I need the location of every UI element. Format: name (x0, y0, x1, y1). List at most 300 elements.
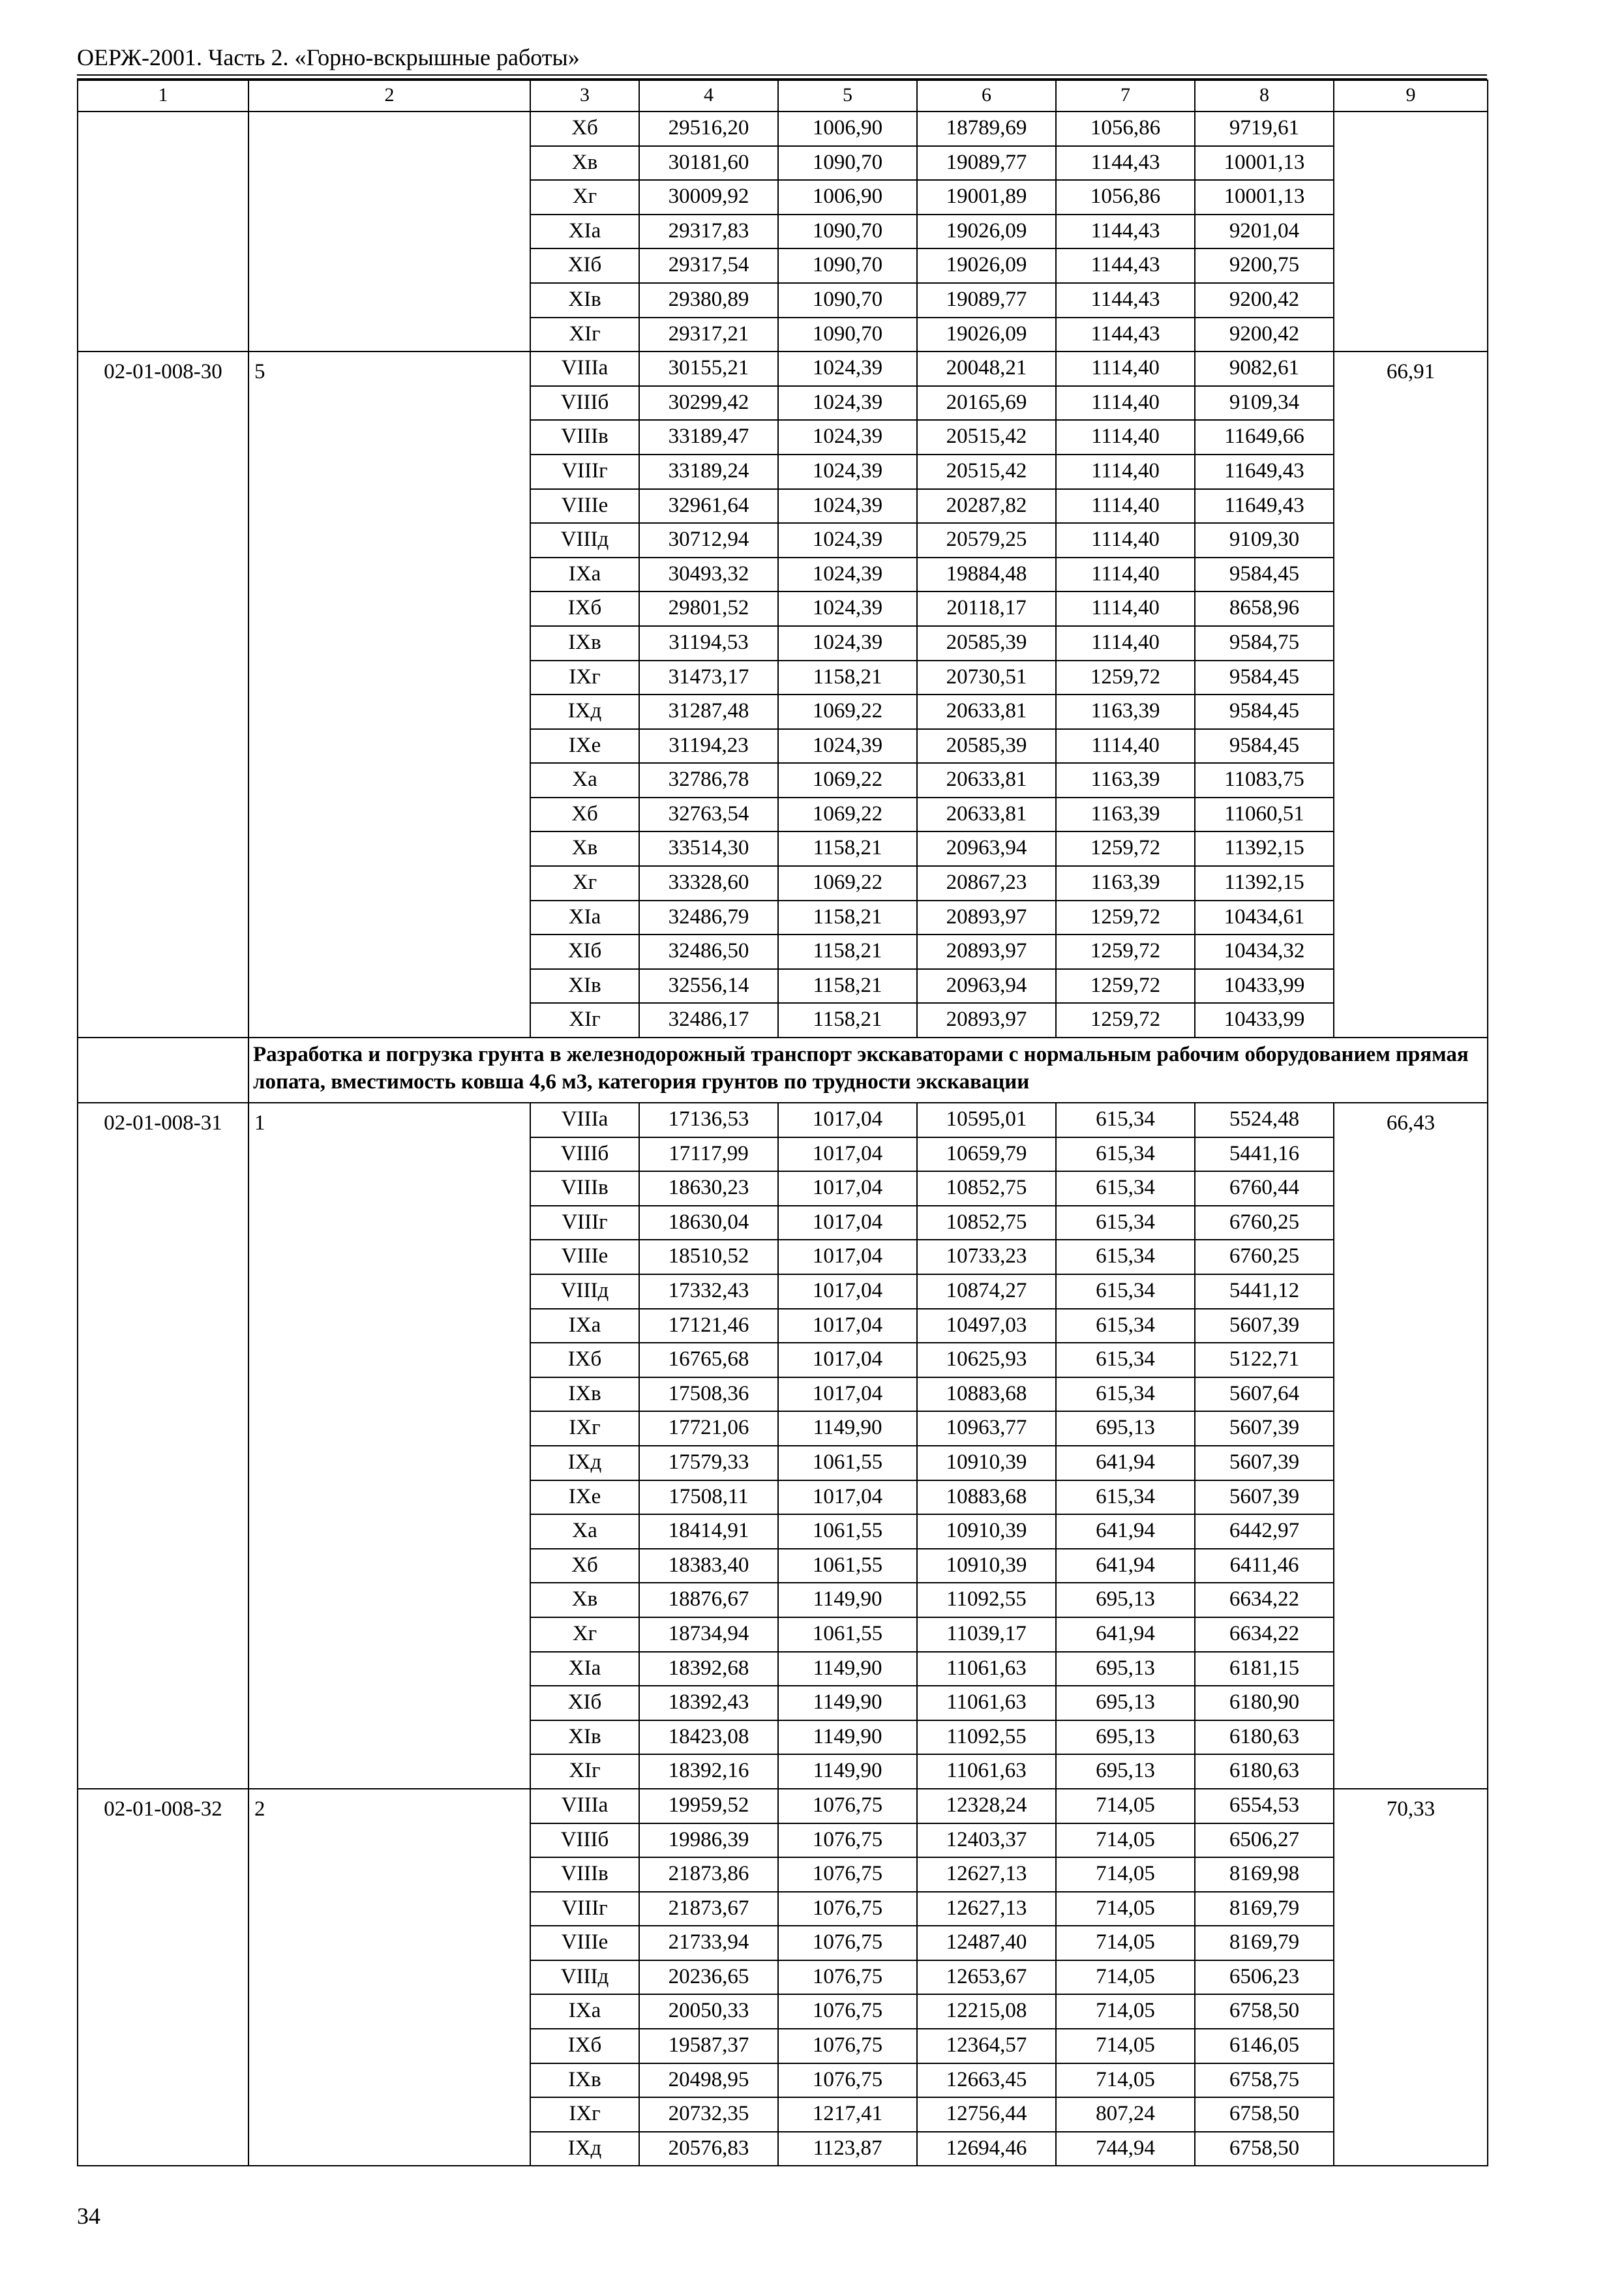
col-6-value: 12627,13 (917, 1892, 1056, 1926)
col-4-value: 21733,94 (639, 1926, 778, 1960)
col-9-value: 70,33 (1334, 1789, 1488, 2166)
col-8-value: 5524,48 (1195, 1103, 1334, 1137)
soil-category: IXв (530, 626, 639, 661)
col-4-value: 18630,04 (639, 1206, 778, 1240)
col-7-value: 615,34 (1056, 1240, 1195, 1274)
col-6-value: 20963,94 (917, 831, 1056, 866)
col-8-value: 10001,13 (1195, 180, 1334, 215)
col-5-value: 1090,70 (778, 248, 917, 283)
page-number: 34 (77, 2203, 100, 2229)
col-5-value: 1158,21 (778, 661, 917, 695)
col-6-value: 20515,42 (917, 455, 1056, 489)
col-7-value: 1163,39 (1056, 798, 1195, 832)
col-4-value: 17721,06 (639, 1411, 778, 1446)
col-7-value: 615,34 (1056, 1343, 1195, 1377)
col-7-value: 1163,39 (1056, 695, 1195, 729)
col-4-value: 18392,68 (639, 1652, 778, 1686)
soil-category: IXг (530, 1411, 639, 1446)
col-4-value: 29380,89 (639, 283, 778, 318)
col-8-value: 11392,15 (1195, 831, 1334, 866)
col-5-value: 1061,55 (778, 1617, 917, 1652)
col-5-value: 1061,55 (778, 1446, 917, 1480)
soil-category: Хб (530, 1549, 639, 1583)
col-4-value: 17579,33 (639, 1446, 778, 1480)
col-8-value: 9584,45 (1195, 558, 1334, 592)
col-7-value: 1114,40 (1056, 420, 1195, 455)
col-8-value: 5607,39 (1195, 1411, 1334, 1446)
col-6-value: 20048,21 (917, 352, 1056, 386)
col-8-value: 5441,16 (1195, 1137, 1334, 1172)
col-9-value: 66,43 (1334, 1103, 1488, 1789)
col-7-value: 615,34 (1056, 1377, 1195, 1412)
col-5-value: 1069,22 (778, 695, 917, 729)
rate-number: 1 (248, 1103, 530, 1789)
col-6-value: 19026,09 (917, 215, 1056, 249)
col-6-value: 12487,40 (917, 1926, 1056, 1960)
soil-category: IXа (530, 1994, 639, 2029)
col-6-value: 19026,09 (917, 248, 1056, 283)
col-7-value: 615,34 (1056, 1171, 1195, 1206)
col-4-value: 32763,54 (639, 798, 778, 832)
col-5-value: 1149,90 (778, 1652, 917, 1686)
col-5-value: 1024,39 (778, 352, 917, 386)
header-rule (77, 74, 1487, 76)
soil-category: VIIIе (530, 489, 639, 524)
col-6-value: 20585,39 (917, 626, 1056, 661)
soil-category: Хб (530, 798, 639, 832)
col-7-value: 714,05 (1056, 2029, 1195, 2063)
soil-category: XIв (530, 283, 639, 318)
col-5-value: 1076,75 (778, 1823, 917, 1858)
soil-category: VIIIа (530, 352, 639, 386)
col-8-value: 6181,15 (1195, 1652, 1334, 1686)
col-4-value: 20576,83 (639, 2132, 778, 2166)
col-6-value: 10910,39 (917, 1549, 1056, 1583)
col-7-value: 615,34 (1056, 1137, 1195, 1172)
soil-category: VIIIв (530, 1857, 639, 1892)
soil-category: Ха (530, 763, 639, 798)
col-8-value: 9082,61 (1195, 352, 1334, 386)
col-6-value: 20633,81 (917, 695, 1056, 729)
col-8-value: 9109,34 (1195, 386, 1334, 421)
col-7-value: 641,94 (1056, 1549, 1195, 1583)
rate-code (78, 112, 248, 352)
soil-category: IXг (530, 661, 639, 695)
col-7-value: 1259,72 (1056, 935, 1195, 969)
col-8-value: 9584,75 (1195, 626, 1334, 661)
col-4-value: 30009,92 (639, 180, 778, 215)
col-8-value: 6180,63 (1195, 1720, 1334, 1755)
rates-table (77, 80, 1488, 2166)
col-8-value: 5122,71 (1195, 1343, 1334, 1377)
col-7-value: 641,94 (1056, 1446, 1195, 1480)
soil-category: XIа (530, 1652, 639, 1686)
soil-category: IXе (530, 1480, 639, 1515)
col-7-value: 695,13 (1056, 1411, 1195, 1446)
soil-category: VIIIг (530, 1892, 639, 1926)
col-4-value: 32486,79 (639, 901, 778, 935)
soil-category: XIа (530, 901, 639, 935)
col-4-value: 20498,95 (639, 2063, 778, 2098)
col-8-value: 6760,44 (1195, 1171, 1334, 1206)
col-5-value: 1024,39 (778, 523, 917, 558)
col-8-value: 10433,99 (1195, 1003, 1334, 1038)
col-4-value: 33189,47 (639, 420, 778, 455)
col-7-value: 695,13 (1056, 1583, 1195, 1617)
rate-code: 02-01-008-30 (78, 352, 248, 1038)
col-4-value: 30155,21 (639, 352, 778, 386)
column-header: 6 (917, 80, 1056, 112)
col-4-value: 31287,48 (639, 695, 778, 729)
col-5-value: 1024,39 (778, 591, 917, 626)
col-7-value: 1114,40 (1056, 455, 1195, 489)
col-5-value: 1123,87 (778, 2132, 917, 2166)
col-4-value: 31473,17 (639, 661, 778, 695)
col-5-value: 1149,90 (778, 1720, 917, 1755)
col-8-value: 5441,12 (1195, 1274, 1334, 1309)
col-8-value: 5607,64 (1195, 1377, 1334, 1412)
col-7-value: 695,13 (1056, 1686, 1195, 1720)
col-5-value: 1090,70 (778, 318, 917, 352)
col-7-value: 714,05 (1056, 1926, 1195, 1960)
col-8-value: 9200,75 (1195, 248, 1334, 283)
col-4-value: 18392,43 (639, 1686, 778, 1720)
col-7-value: 1163,39 (1056, 866, 1195, 901)
col-5-value: 1024,39 (778, 489, 917, 524)
soil-category: VIIIе (530, 1926, 639, 1960)
col-5-value: 1017,04 (778, 1240, 917, 1274)
col-6-value: 20730,51 (917, 661, 1056, 695)
col-6-value: 20893,97 (917, 901, 1056, 935)
col-7-value: 641,94 (1056, 1617, 1195, 1652)
table-row (78, 1103, 1488, 1137)
col-7-value: 695,13 (1056, 1754, 1195, 1789)
section-title: Разработка и погрузка грунта в железнодорожный транспорт экскаваторами с нормальным рабочим оборудованием прямая лопата, вместимость ковша 4,6 м3, категория грунтов по трудности экскавации (248, 1038, 1488, 1103)
col-5-value: 1090,70 (778, 146, 917, 181)
col-5-value: 1017,04 (778, 1171, 917, 1206)
col-5-value: 1076,75 (778, 1994, 917, 2029)
col-4-value: 19587,37 (639, 2029, 778, 2063)
col-4-value: 17117,99 (639, 1137, 778, 1172)
col-6-value: 20165,69 (917, 386, 1056, 421)
col-4-value: 31194,23 (639, 729, 778, 764)
soil-category: XIб (530, 1686, 639, 1720)
col-5-value: 1024,39 (778, 455, 917, 489)
col-8-value: 11392,15 (1195, 866, 1334, 901)
col-5-value: 1217,41 (778, 2097, 917, 2132)
col-4-value: 17508,36 (639, 1377, 778, 1412)
col-6-value: 10625,93 (917, 1343, 1056, 1377)
col-6-value: 12653,67 (917, 1960, 1056, 1995)
soil-category: Хг (530, 1617, 639, 1652)
soil-category: Хв (530, 146, 639, 181)
table-body (78, 80, 1488, 2166)
col-6-value: 11061,63 (917, 1754, 1056, 1789)
col-5-value: 1149,90 (778, 1754, 917, 1789)
col-6-value: 10733,23 (917, 1240, 1056, 1274)
soil-category: XIв (530, 1720, 639, 1755)
col-7-value: 807,24 (1056, 2097, 1195, 2132)
soil-category: XIб (530, 935, 639, 969)
col-7-value: 615,34 (1056, 1274, 1195, 1309)
col-8-value: 6411,46 (1195, 1549, 1334, 1583)
col-8-value: 11649,66 (1195, 420, 1334, 455)
soil-category: XIа (530, 215, 639, 249)
col-7-value: 615,34 (1056, 1480, 1195, 1515)
col-8-value: 9584,45 (1195, 661, 1334, 695)
col-7-value: 1114,40 (1056, 558, 1195, 592)
col-5-value: 1024,39 (778, 626, 917, 661)
col-4-value: 32486,17 (639, 1003, 778, 1038)
soil-category: IXв (530, 2063, 639, 2098)
col-5-value: 1024,39 (778, 729, 917, 764)
rate-code: 02-01-008-32 (78, 1789, 248, 2166)
col-4-value: 29801,52 (639, 591, 778, 626)
col-5-value: 1158,21 (778, 969, 917, 1004)
col-5-value: 1069,22 (778, 763, 917, 798)
col-4-value: 18734,94 (639, 1617, 778, 1652)
col-5-value: 1158,21 (778, 1003, 917, 1038)
col-7-value: 714,05 (1056, 1994, 1195, 2029)
soil-category: IXб (530, 2029, 639, 2063)
col-6-value: 10874,27 (917, 1274, 1056, 1309)
col-8-value: 5607,39 (1195, 1309, 1334, 1343)
col-8-value: 6758,50 (1195, 2097, 1334, 2132)
col-4-value: 32961,64 (639, 489, 778, 524)
col-8-value: 6146,05 (1195, 2029, 1334, 2063)
col-6-value: 20633,81 (917, 798, 1056, 832)
col-6-value: 19089,77 (917, 283, 1056, 318)
col-6-value: 11092,55 (917, 1720, 1056, 1755)
col-8-value: 9109,30 (1195, 523, 1334, 558)
soil-category: Хб (530, 112, 639, 146)
col-9-value: 66,91 (1334, 352, 1488, 1038)
col-4-value: 18630,23 (639, 1171, 778, 1206)
col-8-value: 10433,99 (1195, 969, 1334, 1004)
col-5-value: 1006,90 (778, 112, 917, 146)
col-6-value: 10883,68 (917, 1377, 1056, 1412)
col-8-value: 11649,43 (1195, 489, 1334, 524)
col-6-value: 10852,75 (917, 1171, 1056, 1206)
col-5-value: 1149,90 (778, 1686, 917, 1720)
col-8-value: 6760,25 (1195, 1240, 1334, 1274)
col-9-value (1334, 112, 1488, 352)
col-6-value: 19001,89 (917, 180, 1056, 215)
col-4-value: 20236,65 (639, 1960, 778, 1995)
col-8-value: 8169,79 (1195, 1926, 1334, 1960)
col-8-value: 6758,50 (1195, 2132, 1334, 2166)
col-8-value: 8658,96 (1195, 591, 1334, 626)
col-6-value: 20633,81 (917, 763, 1056, 798)
soil-category: VIIIд (530, 1960, 639, 1995)
col-5-value: 1076,75 (778, 1857, 917, 1892)
soil-category: VIIIб (530, 386, 639, 421)
col-5-value: 1017,04 (778, 1480, 917, 1515)
soil-category: Хв (530, 831, 639, 866)
soil-category: IXв (530, 1377, 639, 1412)
col-7-value: 1114,40 (1056, 489, 1195, 524)
soil-category: XIг (530, 318, 639, 352)
col-8-value: 6758,50 (1195, 1994, 1334, 2029)
soil-category: XIг (530, 1003, 639, 1038)
col-6-value: 19089,77 (917, 146, 1056, 181)
col-4-value: 18510,52 (639, 1240, 778, 1274)
col-8-value: 10434,32 (1195, 935, 1334, 969)
col-8-value: 5607,39 (1195, 1480, 1334, 1515)
col-6-value: 11039,17 (917, 1617, 1056, 1652)
soil-category: VIIIг (530, 455, 639, 489)
soil-category: IXб (530, 591, 639, 626)
col-8-value: 11649,43 (1195, 455, 1334, 489)
col-4-value: 18423,08 (639, 1720, 778, 1755)
col-8-value: 9201,04 (1195, 215, 1334, 249)
soil-category: VIIIа (530, 1103, 639, 1137)
col-5-value: 1076,75 (778, 1960, 917, 1995)
rate-number: 2 (248, 1789, 530, 2166)
col-7-value: 714,05 (1056, 1823, 1195, 1858)
soil-category: Хг (530, 180, 639, 215)
col-6-value: 11061,63 (917, 1686, 1056, 1720)
column-header: 3 (530, 80, 639, 112)
col-7-value: 714,05 (1056, 1892, 1195, 1926)
col-6-value: 12663,45 (917, 2063, 1056, 2098)
rate-number: 5 (248, 352, 530, 1038)
soil-category: VIIIб (530, 1137, 639, 1172)
col-5-value: 1017,04 (778, 1274, 917, 1309)
col-6-value: 20287,82 (917, 489, 1056, 524)
col-6-value: 19884,48 (917, 558, 1056, 592)
col-5-value: 1069,22 (778, 866, 917, 901)
col-8-value: 6442,97 (1195, 1514, 1334, 1549)
rate-code: 02-01-008-31 (78, 1103, 248, 1789)
col-7-value: 1144,43 (1056, 248, 1195, 283)
soil-category: IXд (530, 695, 639, 729)
col-8-value: 6758,75 (1195, 2063, 1334, 2098)
col-6-value: 10497,03 (917, 1309, 1056, 1343)
col-6-value: 11061,63 (917, 1652, 1056, 1686)
col-4-value: 29317,83 (639, 215, 778, 249)
document-title: ОЕРЖ-2001. Часть 2. «Горно-вскрышные работы» (77, 44, 580, 70)
col-6-value: 12328,24 (917, 1789, 1056, 1823)
col-6-value: 18789,69 (917, 112, 1056, 146)
col-4-value: 29317,21 (639, 318, 778, 352)
col-5-value: 1017,04 (778, 1137, 917, 1172)
col-6-value: 20893,97 (917, 935, 1056, 969)
col-6-value: 20585,39 (917, 729, 1056, 764)
col-8-value: 10001,13 (1195, 146, 1334, 181)
column-header-row (78, 80, 1488, 112)
col-6-value: 19026,09 (917, 318, 1056, 352)
col-4-value: 21873,86 (639, 1857, 778, 1892)
soil-category: VIIIе (530, 1240, 639, 1274)
col-4-value: 33189,24 (639, 455, 778, 489)
col-4-value: 29317,54 (639, 248, 778, 283)
soil-category: VIIIв (530, 420, 639, 455)
soil-category: XIг (530, 1754, 639, 1789)
col-5-value: 1149,90 (778, 1411, 917, 1446)
rate-number (248, 112, 530, 352)
col-7-value: 1163,39 (1056, 763, 1195, 798)
col-8-value: 6634,22 (1195, 1583, 1334, 1617)
col-5-value: 1076,75 (778, 1892, 917, 1926)
col-5-value: 1076,75 (778, 1789, 917, 1823)
col-5-value: 1024,39 (778, 558, 917, 592)
col-5-value: 1090,70 (778, 215, 917, 249)
col-6-value: 10883,68 (917, 1480, 1056, 1515)
page-header (77, 39, 1487, 78)
soil-category: VIIIг (530, 1206, 639, 1240)
col-7-value: 1259,72 (1056, 1003, 1195, 1038)
col-8-value: 9584,45 (1195, 695, 1334, 729)
col-5-value: 1006,90 (778, 180, 917, 215)
col-6-value: 10963,77 (917, 1411, 1056, 1446)
col-6-value: 20579,25 (917, 523, 1056, 558)
col-7-value: 1114,40 (1056, 523, 1195, 558)
col-8-value: 9200,42 (1195, 283, 1334, 318)
col-4-value: 30493,32 (639, 558, 778, 592)
col-4-value: 18876,67 (639, 1583, 778, 1617)
col-8-value: 8169,79 (1195, 1892, 1334, 1926)
col-6-value: 10659,79 (917, 1137, 1056, 1172)
soil-category: VIIIв (530, 1171, 639, 1206)
column-header: 9 (1334, 80, 1488, 112)
col-7-value: 714,05 (1056, 1960, 1195, 1995)
col-8-value: 9719,61 (1195, 112, 1334, 146)
col-4-value: 19959,52 (639, 1789, 778, 1823)
col-7-value: 1114,40 (1056, 352, 1195, 386)
col-7-value: 714,05 (1056, 1789, 1195, 1823)
soil-category: Ха (530, 1514, 639, 1549)
soil-category: VIIIа (530, 1789, 639, 1823)
col-7-value: 1114,40 (1056, 729, 1195, 764)
soil-category: VIIIб (530, 1823, 639, 1858)
col-8-value: 11083,75 (1195, 763, 1334, 798)
col-4-value: 17508,11 (639, 1480, 778, 1515)
col-5-value: 1017,04 (778, 1103, 917, 1137)
col-6-value: 10852,75 (917, 1206, 1056, 1240)
col-5-value: 1076,75 (778, 2029, 917, 2063)
col-6-value: 20963,94 (917, 969, 1056, 1004)
col-7-value: 1259,72 (1056, 661, 1195, 695)
col-4-value: 32786,78 (639, 763, 778, 798)
soil-category: IXд (530, 1446, 639, 1480)
col-8-value: 6634,22 (1195, 1617, 1334, 1652)
soil-category: XIв (530, 969, 639, 1004)
col-4-value: 21873,67 (639, 1892, 778, 1926)
col-7-value: 1144,43 (1056, 318, 1195, 352)
col-7-value: 1114,40 (1056, 386, 1195, 421)
col-5-value: 1017,04 (778, 1377, 917, 1412)
soil-category: VIIIд (530, 1274, 639, 1309)
col-5-value: 1158,21 (778, 901, 917, 935)
col-6-value: 12403,37 (917, 1823, 1056, 1858)
col-5-value: 1061,55 (778, 1514, 917, 1549)
col-7-value: 1056,86 (1056, 180, 1195, 215)
soil-category: IXа (530, 558, 639, 592)
soil-category: IXа (530, 1309, 639, 1343)
col-8-value: 6180,63 (1195, 1754, 1334, 1789)
col-7-value: 1259,72 (1056, 969, 1195, 1004)
col-7-value: 1259,72 (1056, 831, 1195, 866)
col-8-value: 11060,51 (1195, 798, 1334, 832)
col-6-value: 20893,97 (917, 1003, 1056, 1038)
col-6-value: 20515,42 (917, 420, 1056, 455)
col-6-value: 20867,23 (917, 866, 1056, 901)
col-5-value: 1076,75 (778, 1926, 917, 1960)
soil-category: IXд (530, 2132, 639, 2166)
col-7-value: 695,13 (1056, 1720, 1195, 1755)
col-5-value: 1158,21 (778, 935, 917, 969)
